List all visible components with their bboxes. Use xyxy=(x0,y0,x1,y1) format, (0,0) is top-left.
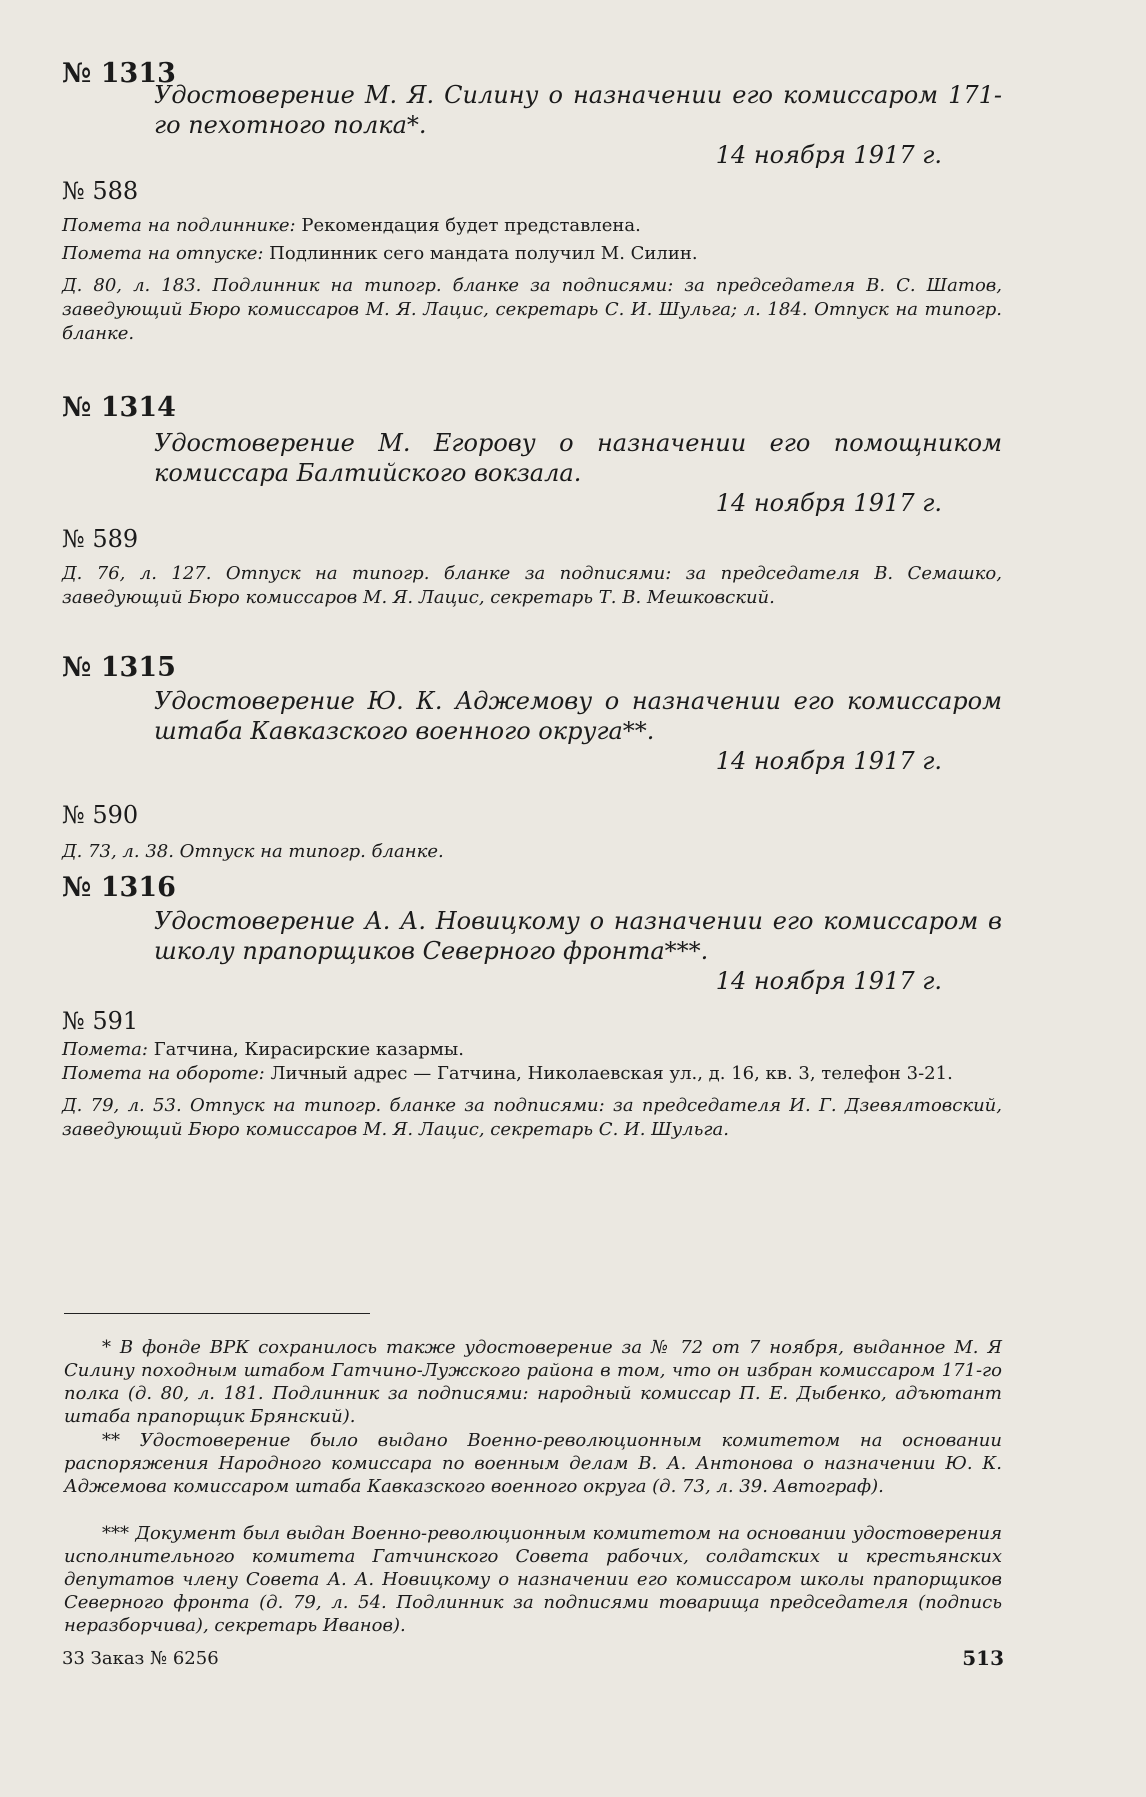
doc-date: 14 ноября 1917 г. xyxy=(715,967,942,995)
archive-number: № 588 xyxy=(62,177,139,205)
source-reference: Д. 76, л. 127. Отпуск на типогр. бланке за подписями: за председателя В. Семашко, заведующий Бюро комиссаров М. Я. Лацис, секретарь Т. В. Мешковский. xyxy=(62,563,1002,608)
doc-date: 14 ноября 1917 г. xyxy=(715,141,942,169)
note-copy xyxy=(62,242,1002,266)
note-text: Личный адрес — Гатчина, Николаевская ул., д. 16, кв. 3, телефон 3-21. xyxy=(264,1063,953,1084)
archive-number: № 589 xyxy=(62,525,139,553)
note-label: Помета на подлиннике: xyxy=(62,215,296,236)
footnote-2: ** Удостоверение было выдано Военно-революционным комитетом на основании распоряжения Народного комиссара по военным делам В. А. Антонова о назначении Ю. К. Аджемова комиссаром штаба Кавказского военного округа (д. 73, л. 39. Автограф). xyxy=(64,1430,1002,1497)
doc-number: № 1316 xyxy=(62,872,176,903)
footnote-1: * В фонде ВРК сохранилось также удостоверение за № 72 от 7 ноября, выданное М. Я Силину походным штабом Гатчино-Лужского района в том, что он избран комиссаром 171-го полка (д. 80, л. 181. Подлинник за подписями: народный комиссар П. Е. Дыбенко, адъютант штаба прапорщик Брянский). xyxy=(64,1337,1002,1427)
footnote-rule xyxy=(64,1313,370,1314)
note-back xyxy=(62,1062,1002,1086)
archive-number: № 591 xyxy=(62,1007,139,1035)
note-text: Подлинник сего мандата получил М. Силин. xyxy=(263,243,698,264)
note-original xyxy=(62,214,1002,238)
note-main xyxy=(62,1038,1002,1062)
note-label: Помета на обороте: xyxy=(62,1063,265,1084)
note-text: Гатчина, Кирасирские казармы. xyxy=(147,1039,464,1060)
document-1316 xyxy=(62,872,1002,1142)
doc-number: № 1314 xyxy=(62,392,176,423)
doc-number: № 1313 xyxy=(62,58,176,89)
document-1314 xyxy=(62,392,1002,610)
page-number: 513 xyxy=(962,1646,1004,1670)
note-label: Помета: xyxy=(62,1039,148,1060)
doc-number: № 1315 xyxy=(62,652,176,683)
note-label: Помета на отпуске: xyxy=(62,243,264,264)
doc-title: Удостоверение Ю. К. Аджемову о назначении его комиссаром штаба Кавказского военного округа**. xyxy=(154,687,1002,745)
doc-title: Удостоверение М. Я. Силину о назначении его комиссаром 171-го пехотного полка*. xyxy=(154,81,1002,139)
doc-title: Удостоверение А. А. Новицкому о назначении его комиссаром в школу прапорщиков Северного фронта***. xyxy=(154,907,1002,965)
document-1313 xyxy=(62,58,1002,346)
footnote-3: *** Документ был выдан Военно-революционным комитетом на основании удостоверения исполнительного комитета Гатчинского Совета рабочих, солдатских и крестьянских депутатов члену Совета А. А. Новицкому о назначении его комиссаром школы прапорщиков Северного фронта (д. 79, л. 54. Подлинник за подписями товарища председателя (подпись неразборчива), секретарь Иванов). xyxy=(64,1523,1002,1636)
source-reference: Д. 80, л. 183. Подлинник на типогр. бланке за подписями: за председателя В. С. Шатов, заведующий Бюро комиссаров М. Я. Лацис, секретарь С. И. Шульга; л. 184. Отпуск на типогр. бланке. xyxy=(62,275,1002,344)
doc-date: 14 ноября 1917 г. xyxy=(715,747,942,775)
doc-date: 14 ноября 1917 г. xyxy=(715,489,942,517)
source-reference: Д. 79, л. 53. Отпуск на типогр. бланке за подписями: за председателя И. Г. Дзевялтовский, заведующий Бюро комиссаров М. Я. Лацис, секретарь С. И. Шульга. xyxy=(62,1095,1002,1140)
print-order-mark: 33 Заказ № 6256 xyxy=(62,1648,219,1669)
doc-title: Удостоверение М. Егорову о назначении его помощником комиссара Балтийского вокзала. xyxy=(154,429,1002,487)
note-text: Рекомендация будет представлена. xyxy=(295,215,641,236)
document-1315 xyxy=(62,652,1002,864)
archive-number: № 590 xyxy=(62,801,139,829)
source-reference: Д. 73, л. 38. Отпуск на типогр. бланке. xyxy=(62,841,444,862)
